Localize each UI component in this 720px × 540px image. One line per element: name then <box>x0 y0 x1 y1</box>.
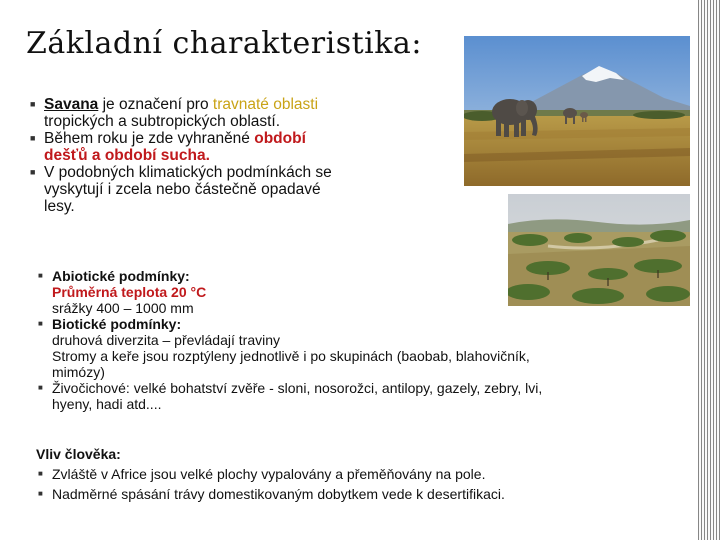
abiotic-label: ■ Abiotické podmínky: <box>36 268 696 284</box>
bullet-forests-line2: vyskytují i zcela nebo částečně opadavé <box>44 181 321 198</box>
bullet-seasons <box>28 130 448 147</box>
animals-text-cont: hyeny, hadi atd.... <box>52 396 162 412</box>
elephant-savanna-photo <box>464 36 690 186</box>
human-heading: Vliv člověka: <box>36 446 121 462</box>
animals-text: ■ Živočichové: velké bohatství zvěře - sloni, nosorožci, antilopy, gazely, zebry, lvi, <box>36 380 696 396</box>
highlight-grassland: travnaté oblasti <box>212 96 319 113</box>
bullet-seasons-text: Během roku je zde vyhraněné <box>44 130 255 147</box>
bullet-forests: ■ V podobných klimatických podmínkách se <box>28 164 448 181</box>
intro-bullets <box>28 96 448 215</box>
term-savana: Savana <box>44 96 99 113</box>
human-item-overgrazing: ■ Nadměrné spásání trávy domestikovaným dobytkem vede k desertifikaci. <box>36 484 696 504</box>
human-influence-section <box>36 444 696 504</box>
diversity-text: druhová diverzita – převládají traviny <box>52 332 281 348</box>
rainfall-text: srážky 400 – 1000 mm <box>52 300 194 316</box>
biotic-label: ■ Biotické podmínky: <box>36 316 696 332</box>
trees-text-cont: mimózy) <box>52 364 105 380</box>
bullet-savana-cont: tropických a subtropických oblastí. <box>44 113 281 130</box>
human-item-burning: ■ Zvláště v Africe jsou velké plochy vypalovány a přeměňovány na pole. <box>36 464 696 484</box>
slide-title: Základní charakteristika: <box>26 26 422 61</box>
highlight-rain-dry: dešťů a období sucha. <box>44 147 210 164</box>
highlight-period: období <box>254 130 306 147</box>
decorative-edge-stripes <box>698 0 720 540</box>
trees-text: Stromy a keře jsou rozptýleny jednotlivě i po skupinách (baobab, blahovičník, <box>52 348 530 364</box>
bullet-savana-text: je označení pro <box>98 96 213 113</box>
temperature-highlight: Průměrná teplota 20 °C <box>52 284 207 300</box>
conditions-section <box>36 268 696 412</box>
bullet-forests-line3: lesy. <box>44 198 75 215</box>
bullet-savana <box>28 96 448 113</box>
